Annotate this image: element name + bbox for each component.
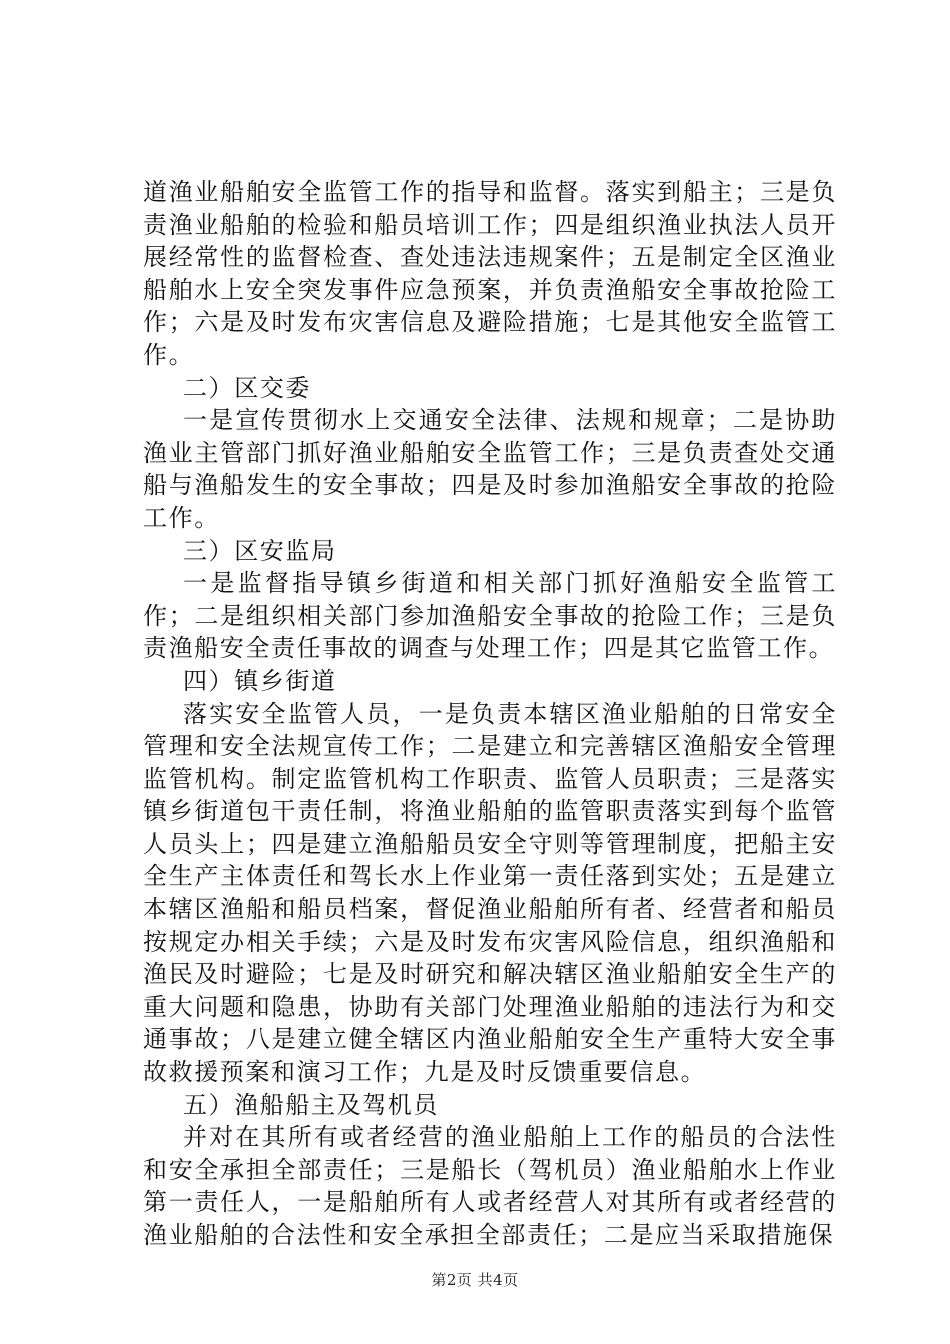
heading-boat-owners-operators: 五）渔船船主及驾机员 — [183, 1090, 439, 1119]
paragraph-transport-committee-duties: 一是宣传贯彻水上交通安全法律、法规和规章；二是协助渔业主管部门抓好渔业船舶安全监管工作；三是负责查处交通船与渔船发生的安全事故；四是及时参加渔船安全事故的抢险工作。 — [143, 406, 837, 532]
heading-district-safety-bureau: 三）区安监局 — [183, 536, 337, 565]
paragraph-towns-streets-duties: 落实安全监管人员，一是负责本辖区渔业船舶的日常安全管理和安全法规宣传工作；二是建立和完善辖区渔船安全管理监管机构。制定监管机构工作职责、监管人员职责；三是落实镇乡街道包干责任制，将渔业船舶的监管职责落实到每个监管人员头上；四是建立渔船船员安全守则等管理制度，把船主安全生产主体责任和驾长水上作业第一责任落到实处；五是建立本辖区渔船和船员档案，督促渔业船舶所有者、经营者和船员按规定办相关手续；六是及时发布灾害风险信息，组织渔船和渔民及时避险；七是及时研究和解决辖区渔业船舶安全生产的重大问题和隐患，协助有关部门处理渔业船舶的违法行为和交通事故；八是建立健全辖区内渔业船舶安全生产重特大安全事故救援预案和演习工作；九是及时反馈重要信息。 — [143, 699, 837, 1087]
paragraph-duties-continued: 道渔业船舶安全监管工作的指导和监督。落实到船主；三是负责渔业船舶的检验和船员培训工作；四是组织渔业执法人员开展经常性的监督检查、查处违法违规案件；五是制定全区渔业船舶水上安全突发事件应急预案，并负责渔船安全事故抢险工作；六是及时发布灾害信息及避险措施；七是其他安全监管工作。 — [143, 178, 837, 369]
heading-towns-streets: 四）镇乡街道 — [183, 666, 337, 695]
heading-district-transport-committee: 二）区交委 — [183, 373, 311, 402]
paragraph-boat-owners-duties: 并对在其所有或者经营的渔业船舶上工作的船员的合法性和安全承担全部责任；三是船长（驾机员）渔业船舶水上作业第一责任人，一是船舶所有人或者经营人对其所有或者经营的渔业船舶的合法性和安全承担全部责任；二是应当采取措施保 — [143, 1123, 837, 1249]
page-number-footer: 第2页 共4页 — [431, 1271, 519, 1289]
paragraph-safety-bureau-duties: 一是监督指导镇乡街道和相关部门抓好渔船安全监管工作；二是组织相关部门参加渔船安全事故的抢险工作；三是负责渔船安全责任事故的调查与处理工作；四是其它监管工作。 — [143, 569, 837, 663]
document-body — [143, 176, 837, 1252]
